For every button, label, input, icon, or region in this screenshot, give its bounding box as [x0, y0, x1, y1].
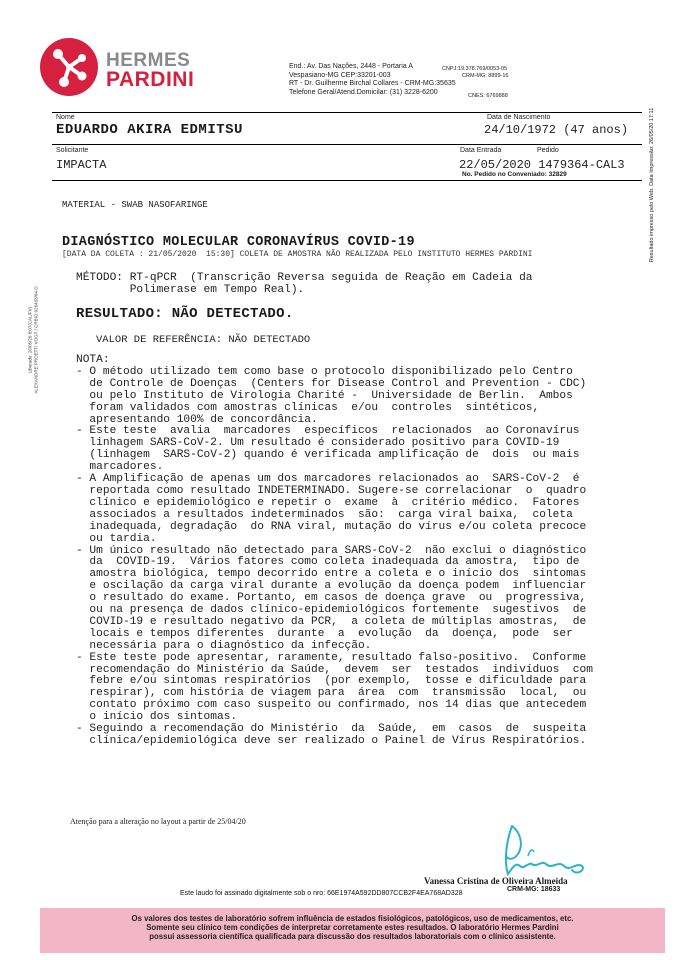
- collection-date: [DATA DA COLETA : 21/05/2020 15:30] COLETA DE AMOSTRA NÃO REALIZADA PELO INSTITUTO HERMES PARDINI: [62, 250, 533, 259]
- signature-name: Vanessa Cristina de Oliveira Almeida: [424, 876, 568, 886]
- divider: [52, 112, 642, 113]
- digital-signature-note: Este laudo foi assinado digitalmente sob o nro: 66E1974A592DD807CCB2F4EA768AD328: [180, 890, 463, 897]
- notes-text: NOTA: - O método utilizado tem como base o protocolo disponibilizado pelo Centro de Controle de Doenças (Centers for Disease Control and Prevention - CDC) ou pelo Instituto de Virologia Charité - Universidade de Berlin. Ambos foram validados com amostras clínicas e/ou controles sintéticos, apresentando 100% de concordância. - Este teste avalia marcadores específicos relacionados ao Coronavírus linhagem SARS-CoV-2. Um resultado é considerado positivo para COVID-19 (linhagem SARS-CoV-2) quando é verificada amplificação de dois ou mais marcadores. - A Amplificação de apenas um dos marcadores relacionados ao SARS-CoV-2 é reportada como resultado INDETERMINADO. Sugere-se correlacionar o quadro clínico e epidemiológico e repetir o exame à critério médico. Fatores associados a resultados indeterminados são: carga viral baixa, coleta inadequada, degradação do RNA viral, mutação do vírus e/ou coleta precoce ou tardia. - Um único resultado não detectado para SARS-CoV-2 não exclui o diagnóstico da COVID-19. Vários fatores como coleta inadequada da amostra, tipo de amostra biológica, tempo decorrido entre a coleta e o início dos sintomas e oscilação da carga viral durante a evolução da doença podem influenciar o resultado do exame. Portanto, em casos de doença grave ou progressiva, ou na presença de dados clínico-epidemiológicos fortemente sugestivos de COVID-19 e resultado negativo da PCR, a coleta de múltiplas amostras, de locais e tempos diferentes durante a evolução da doença, pode ser necessária para o diagnóstico da infecção. - Este teste pode apresentar, raramente, resultado falso-positivo. Conforme recomendação do Ministério da Saúde, devem ser testados indivíduos com febre e/ou sintomas respiratórios (por exemplo, tosse e dificuldade para respirar), com história de viagem para área com transmissão local, ou contato próximo com caso suspeito ou confirmado, nos 14 dias que antecedem o início dos sintomas. - Seguindo a recomendação do Ministério da Saúde, em casos de suspeita clínica/epidemiológica deve ser realizado o Painel de Vírus Respiratórios.: [76, 354, 593, 747]
- birth-label: Data de Nascimento: [487, 114, 551, 121]
- release-info-text: Liberado: 26/05/20 8:07(CAL/FV) ALEXANDRE PROETTI VOGT / CRBIO 026493/04-D: [27, 286, 38, 394]
- address-line: RT - Dr. Guilherme Birchal Collares - CRM-MG:35635: [289, 80, 456, 88]
- address-line: Vespasiano-MG CEP:33201-003: [289, 71, 391, 79]
- signature-crm: CRM-MG: 18633: [507, 886, 561, 893]
- order-label: Pedido: [537, 147, 559, 154]
- requester-label: Solicitante: [56, 147, 89, 154]
- entry-order-value: 22/05/2020 1479364-CAL3: [459, 158, 625, 172]
- disclaimer-text: Os valores dos testes de laboratório sofrem influência de estados fisiológicos, patológicos, uso de medicamentos, etc. Somente seu clínico tem condições de interpretar corretamente estes resultados. O laboratório Hermes Pardini possui assessoria científica qualificada para discussão dos resultados laboratoriais com o clínico assistente.: [131, 914, 574, 941]
- layout-change-note: Atenção para a alteração no layout a partir de 25/04/20: [70, 817, 246, 826]
- brand-name-top: HERMES: [106, 50, 191, 71]
- logo-molecule-icon: [40, 38, 98, 96]
- print-info-text: Resultado impresso pelo Web. Data Impressão: 26/05/20 17:11: [649, 107, 655, 263]
- result-text: RESULTADO: NÃO DETECTADO.: [76, 306, 294, 322]
- cnes-number: CNES: 6769888: [468, 93, 508, 99]
- material-line: MATERIAL - SWAB NASOFARINGE: [62, 200, 208, 210]
- agreement-number: No. Pedido no Conveniado: 32829: [462, 171, 567, 178]
- signature-scribble-icon: [498, 822, 608, 882]
- divider: [52, 180, 642, 181]
- cnpj-block: [442, 66, 508, 79]
- divider: [52, 144, 642, 145]
- print-info-vertical: [640, 90, 664, 280]
- reference-value: VALOR DE REFERÊNCIA: NÃO DETECTADO: [96, 334, 311, 346]
- address-line: Telefone Geral/Atend.Domicilar: (31) 3228-6200: [289, 88, 438, 96]
- cnpj: CNPJ:19.378.769/0053-05: [442, 66, 508, 72]
- entry-date-label: Data Entrada: [460, 147, 502, 154]
- crm-number: CRM-MG: 8899-16: [462, 72, 509, 79]
- brand-name-bottom: PARDINI: [106, 68, 195, 91]
- release-info-vertical: [24, 286, 42, 394]
- lab-address: [289, 63, 456, 97]
- disclaimer-banner: [40, 908, 665, 953]
- hermes-pardini-logo: [40, 38, 98, 96]
- name-label: Nome: [56, 114, 75, 121]
- requester-value: IMPACTA: [56, 158, 107, 172]
- method-text: MÉTODO: RT-qPCR (Transcrição Reversa seguida de Reação em Cadeia da Polimerase em Tempo Real).: [76, 272, 533, 296]
- exam-title: DIAGNÓSTICO MOLECULAR CORONAVÍRUS COVID-19: [62, 235, 415, 250]
- patient-birth: 24/10/1972 (47 anos): [484, 123, 629, 137]
- patient-name: EDUARDO AKIRA EDMITSU: [56, 122, 243, 138]
- address-line: End.: Av. Das Nações, 2448 - Portaria A: [289, 63, 413, 70]
